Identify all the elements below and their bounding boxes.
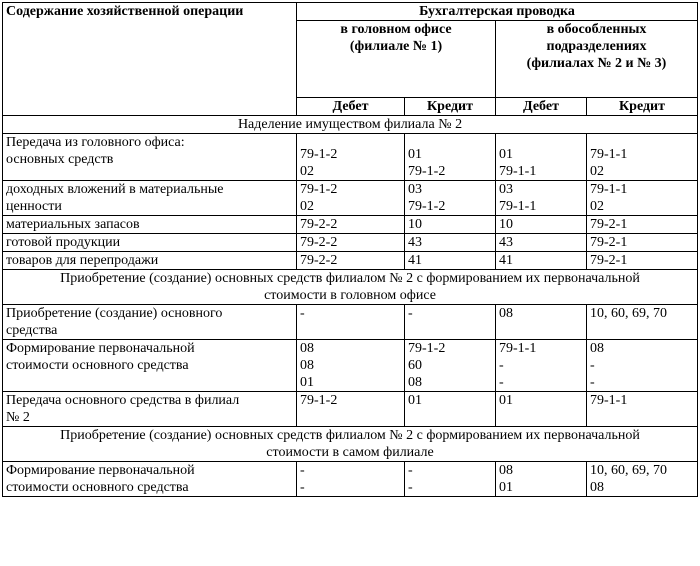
head-office-debit-cell: 79-1-2 <box>297 392 405 427</box>
branch-credit-cell: 10, 60, 69, 70 <box>587 305 698 340</box>
branch-credit-cell: 79-2-1 <box>587 234 698 252</box>
section-title: Приобретение (создание) основных средств филиалом № 2 с формированием их первоначальной стоимости в самом филиале <box>3 427 698 462</box>
table-row <box>3 234 698 252</box>
head-office-credit-cell: - <box>405 305 496 340</box>
head-office-credit-cell: 10 <box>405 216 496 234</box>
section-title: Приобретение (создание) основных средств филиалом № 2 с формированием их первоначальной стоимости в головном офисе <box>3 270 698 305</box>
table-row <box>3 134 698 181</box>
head-office-debit-cell: - - <box>297 462 405 497</box>
operation-cell: товаров для перепродажи <box>3 252 297 270</box>
head-office-credit-cell: 01 79-1-2 <box>405 134 496 181</box>
table-row <box>3 216 698 234</box>
branches-header: в обособленных подразделениях (филиалах № 2 и № 3) <box>496 21 698 98</box>
operation-cell: готовой продукции <box>3 234 297 252</box>
head-office-debit-cell: 79-1-2 02 <box>297 134 405 181</box>
branch-debit-cell: 08 01 <box>496 462 587 497</box>
head-office-debit-cell: 79-2-2 <box>297 216 405 234</box>
header-row-1 <box>3 3 698 21</box>
branch-debit-cell: 01 <box>496 392 587 427</box>
branch-credit-cell: 08 - - <box>587 340 698 392</box>
branch-debit-cell: 01 79-1-1 <box>496 134 587 181</box>
section-row <box>3 427 698 462</box>
head-office-credit-cell: 01 <box>405 392 496 427</box>
head-office-debit-cell: 08 08 01 <box>297 340 405 392</box>
section-row <box>3 116 698 134</box>
head-office-header: в головном офисе (филиале № 1) <box>297 21 496 98</box>
operation-cell: материальных запасов <box>3 216 297 234</box>
branch-credit-cell: 79-2-1 <box>587 216 698 234</box>
branch-debit-cell: 79-1-1 - - <box>496 340 587 392</box>
branch-credit-cell: 79-1-1 02 <box>587 181 698 216</box>
operation-cell: Приобретение (создание) основного средства <box>3 305 297 340</box>
branch-debit-cell: 41 <box>496 252 587 270</box>
operation-column-header: Содержание хозяйственной операции <box>3 3 297 116</box>
table-row <box>3 340 698 392</box>
head-office-credit-cell: - - <box>405 462 496 497</box>
branch-debit-header: Дебет <box>496 98 587 116</box>
operation-cell: доходных вложений в материальные ценности <box>3 181 297 216</box>
table-row <box>3 462 698 497</box>
branch-debit-cell: 43 <box>496 234 587 252</box>
entry-header: Бухгалтерская проводка <box>297 3 698 21</box>
branch-credit-cell: 10, 60, 69, 70 08 <box>587 462 698 497</box>
head-office-debit-cell: 79-2-2 <box>297 234 405 252</box>
accounting-entries-table <box>2 2 698 497</box>
branch-credit-cell: 79-1-1 <box>587 392 698 427</box>
table-row <box>3 252 698 270</box>
operation-cell: Передача основного средства в филиал № 2 <box>3 392 297 427</box>
head-office-credit-cell: 03 79-1-2 <box>405 181 496 216</box>
table-row <box>3 181 698 216</box>
head-office-debit-cell: 79-1-2 02 <box>297 181 405 216</box>
branch-debit-cell: 08 <box>496 305 587 340</box>
branch-debit-cell: 10 <box>496 216 587 234</box>
head-office-credit-cell: 79-1-2 60 08 <box>405 340 496 392</box>
section-row <box>3 270 698 305</box>
head-office-credit-cell: 43 <box>405 234 496 252</box>
section-title: Наделение имуществом филиала № 2 <box>3 116 698 134</box>
head-office-debit-header: Дебет <box>297 98 405 116</box>
branch-credit-cell: 79-2-1 <box>587 252 698 270</box>
table-row <box>3 305 698 340</box>
operation-cell: Передача из головного офиса: основных средств <box>3 134 297 181</box>
operation-cell: Формирование первоначальной стоимости основного средства <box>3 340 297 392</box>
branch-credit-header: Кредит <box>587 98 698 116</box>
head-office-debit-cell: - <box>297 305 405 340</box>
branch-credit-cell: 79-1-1 02 <box>587 134 698 181</box>
head-office-credit-cell: 41 <box>405 252 496 270</box>
head-office-credit-header: Кредит <box>405 98 496 116</box>
table-row <box>3 392 698 427</box>
head-office-debit-cell: 79-2-2 <box>297 252 405 270</box>
operation-cell: Формирование первоначальной стоимости основного средства <box>3 462 297 497</box>
branch-debit-cell: 03 79-1-1 <box>496 181 587 216</box>
